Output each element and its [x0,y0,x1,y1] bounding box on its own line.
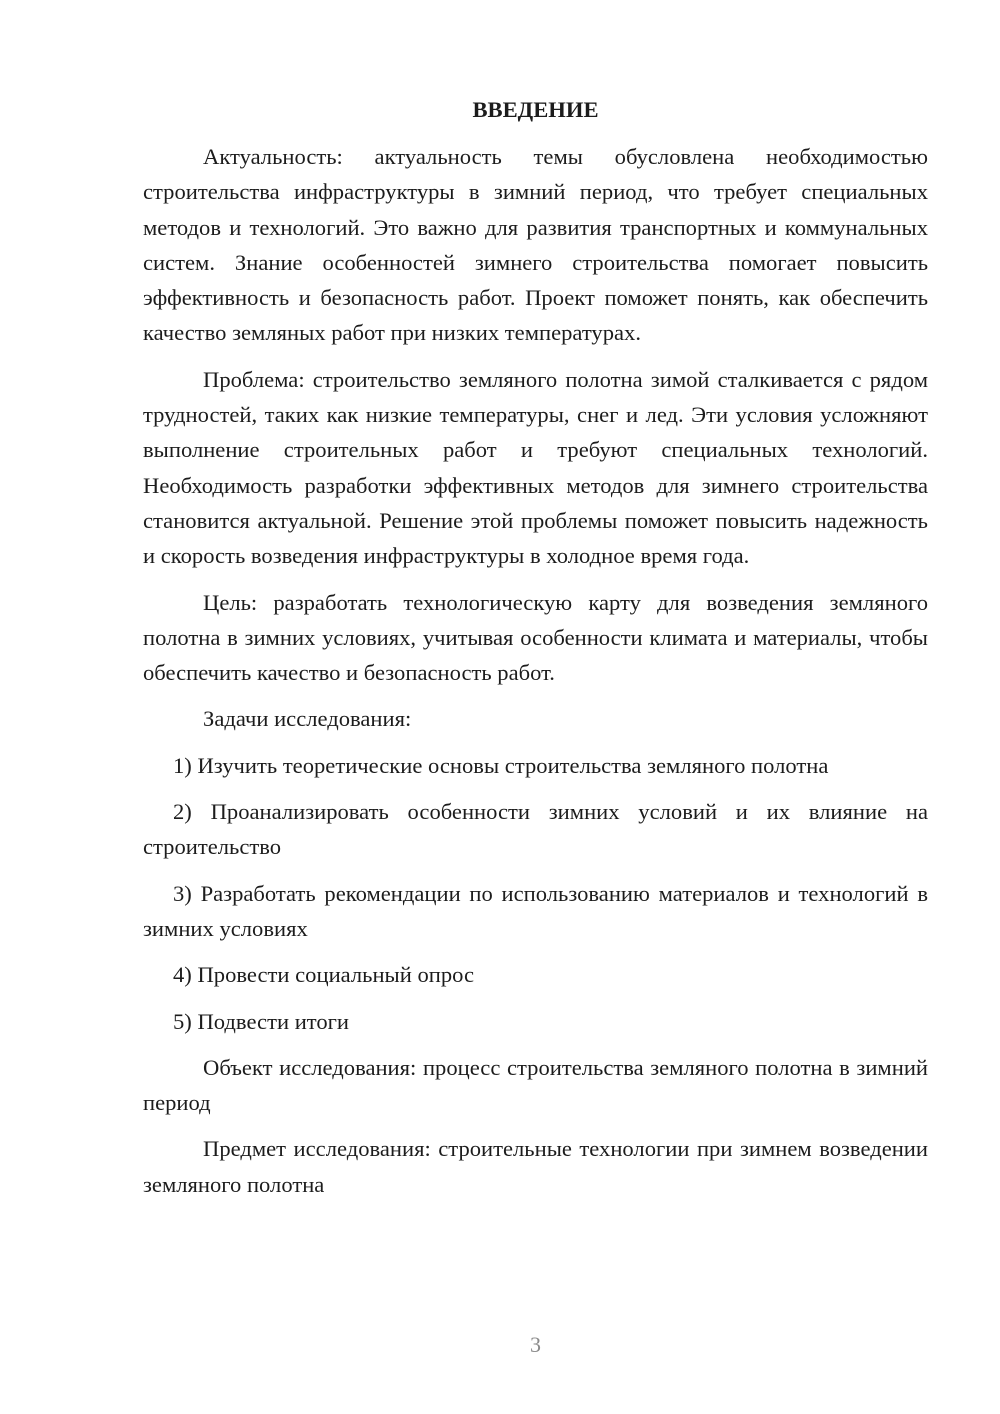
page-number: 3 [530,1332,541,1357]
task-item-5: 5) Подвести итоги [173,1008,350,1034]
paragraph-problem: Проблема: строительство земляного полотна зимой сталкивается с рядом трудностей, таких как низкие температуры, снег и лед. Эти условия усложняют выполнение строительных работ и требуют специальных технологий. Необходимость разработки эффективных методов для зимнего строительства становится актуальной. Решение этой проблемы поможет повысить надежность и скорость возведения инфраструктуры в холодное время года. [143,366,928,569]
paragraph-relevance: Актуальность: актуальность темы обусловлена необходимостью строительства инфраструктуры в зимний период, что требует специальных методов и технологий. Это важно для развития транспортных и коммунальных систем. Знание особенностей зимнего строительства помогает повысить эффективность и безопасность работ. Проект поможет понять, как обеспечить качество земляных работ при низких температурах. [143,144,928,346]
page-content [143,92,928,1213]
task-item-2: 2) Проанализировать особенности зимних условий и их влияние на строительство [143,799,928,860]
task-item-4: 4) Провести социальный опрос [173,962,475,988]
paragraph-tasks-heading: Задачи исследования: [203,706,412,732]
task-item-3: 3) Разработать рекомендации по использованию материалов и технологий в зимних условиях [143,880,928,941]
task-item-1: 1) Изучить теоретические основы строительства земляного полотна [173,752,829,778]
paragraph-subject: Предмет исследования: строительные технологии при зимнем возведении земляного полотна [143,1136,928,1197]
page-title: ВВЕДЕНИЕ [472,97,599,122]
paragraph-object: Объект исследования: процесс строительства земляного полотна в зимний период [143,1054,928,1116]
paragraph-goal: Цель: разработать технологическую карту для возведения земляного полотна в зимних условиях, учитывая особенности климата и материалы, чтобы обеспечить качество и безопасность работ. [143,589,928,686]
